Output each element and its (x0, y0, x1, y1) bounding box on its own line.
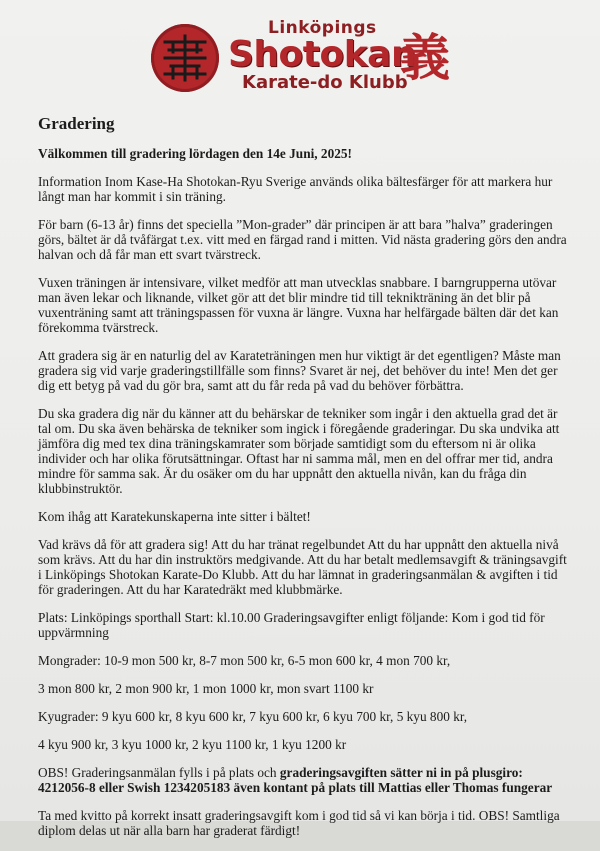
kanji-mark: 義 (400, 28, 450, 87)
paragraph-adults: Vuxen träningen är intensivare, vilket medför att man utvecklas snabbare. I barngrupperna utövar man även lekar och liknande, vilket gör att det blir mindre tid till teknikträning än det blir på vuxenträning samt att träningspassen för vuxna är längre. Vuxna har helfärgade bälten där det kan förekomma tvärstreck. (38, 275, 559, 335)
payment-details: graderingsavgiften sätter ni in på plusgiro: 4212056-8 eller Swish 1234205183 även kontant på plats till Mattias eller Thomas fungerar (38, 765, 553, 795)
document-body (38, 114, 568, 851)
obs-text: OBS! Graderingsanmälan fylls i på plats och (38, 765, 280, 780)
club-name: Shotokan (228, 34, 417, 75)
paragraph-final: Ta med kvitto på korrekt insatt graderingsavgift kom i god tid så vi kan börja i tid. OBS! Samtliga diplom delas ut när alla barn har graderat färdigt! (38, 808, 560, 838)
karate-club-emblem-icon (151, 24, 219, 92)
club-header (0, 0, 600, 100)
paragraph-when: Du ska gradera dig när du känner att du behärskar de tekniker som ingår i den aktuella grad det är tal om. Du ska även behärska de tekniker som ingick i föregående graderingar. Du ska undvika att jämföra dig med tex dina träningskamrater som började samtidigt som du eftersom ni är olika individer och har olika förutsättningar. Oftast har ni samma mål, men en del offrar mer tid, andra mindre för samma sak. Är du osäker om du har uppnått den aktuella nivån, kan du fråga din klubbinstruktör. (38, 406, 560, 496)
paragraph-location: Plats: Linköpings sporthall Start: kl.10.00 Graderingsavgifter enligt följande: Kom i god tid för uppvärmning (38, 610, 545, 640)
kyu-fees-line-1: Kyugrader: 9 kyu 600 kr, 8 kyu 600 kr, 7 kyu 600 kr, 6 kyu 700 kr, 5 kyu 800 kr, (38, 709, 468, 724)
paragraph-info: Information Inom Kase-Ha Shotokan-Ryu Sverige används olika bältesfärger för att markera hur långt man har kommit i sin träning. (38, 174, 553, 204)
kyu-fees-line-2: 4 kyu 900 kr, 3 kyu 1000 kr, 2 kyu 1100 kr, 1 kyu 1200 kr (38, 737, 347, 752)
welcome-line: Välkommen till gradering lördagen den 14e Juni, 2025! (38, 146, 352, 161)
club-city: Linköpings (268, 18, 377, 38)
paragraph-obs (38, 765, 568, 795)
document-title: Gradering (38, 114, 115, 133)
mon-fees-line-2: 3 mon 800 kr, 2 mon 900 kr, 1 mon 1000 kr, mon svart 1100 kr (38, 681, 374, 696)
paragraph-children: För barn (6-13 år) finns det speciella ”Mon-grader” där principen är att bara ”halva” graderingen görs, bältet är då tvåfärgat t.ex. vitt med en färgad rand i mitten. Vid nästa gradering görs den andra halvan och då får man ett svart tvärstreck. (38, 217, 567, 262)
paragraph-reminder: Kom ihåg att Karatekunskaperna inte sitter i bältet! (38, 509, 311, 524)
mon-fees-line-1: Mongrader: 10-9 mon 500 kr, 8-7 mon 500 kr, 6-5 mon 600 kr, 4 mon 700 kr, (38, 653, 451, 668)
paragraph-importance: Att gradera sig är en naturlig del av Karateträningen men hur viktigt är det egentligen? Måste man gradera sig vid varje graderingstillfälle som finns? Svaret är nej, det behöver du inte! Men det ger dig ett betyg på vad du gör bra, samt att du får reda på vad du behöver förbättra. (38, 348, 561, 393)
paragraph-requirements: Vad krävs då för att gradera sig! Att du har tränat regelbundet Att du har uppnått den aktuella nivå som krävs. Att du har din instruktörs medgivande. Att du har betalt medlemsavgift & träningsavgift i Linköpings Shotokan Karate-Do Klubb. Att du har lämnat in graderingsanmälan & avgiften i tid för graderingen. Att du har Karatedräkt med klubbmärke. (38, 537, 567, 597)
club-subtitle: Karate-do Klubb (242, 72, 408, 93)
